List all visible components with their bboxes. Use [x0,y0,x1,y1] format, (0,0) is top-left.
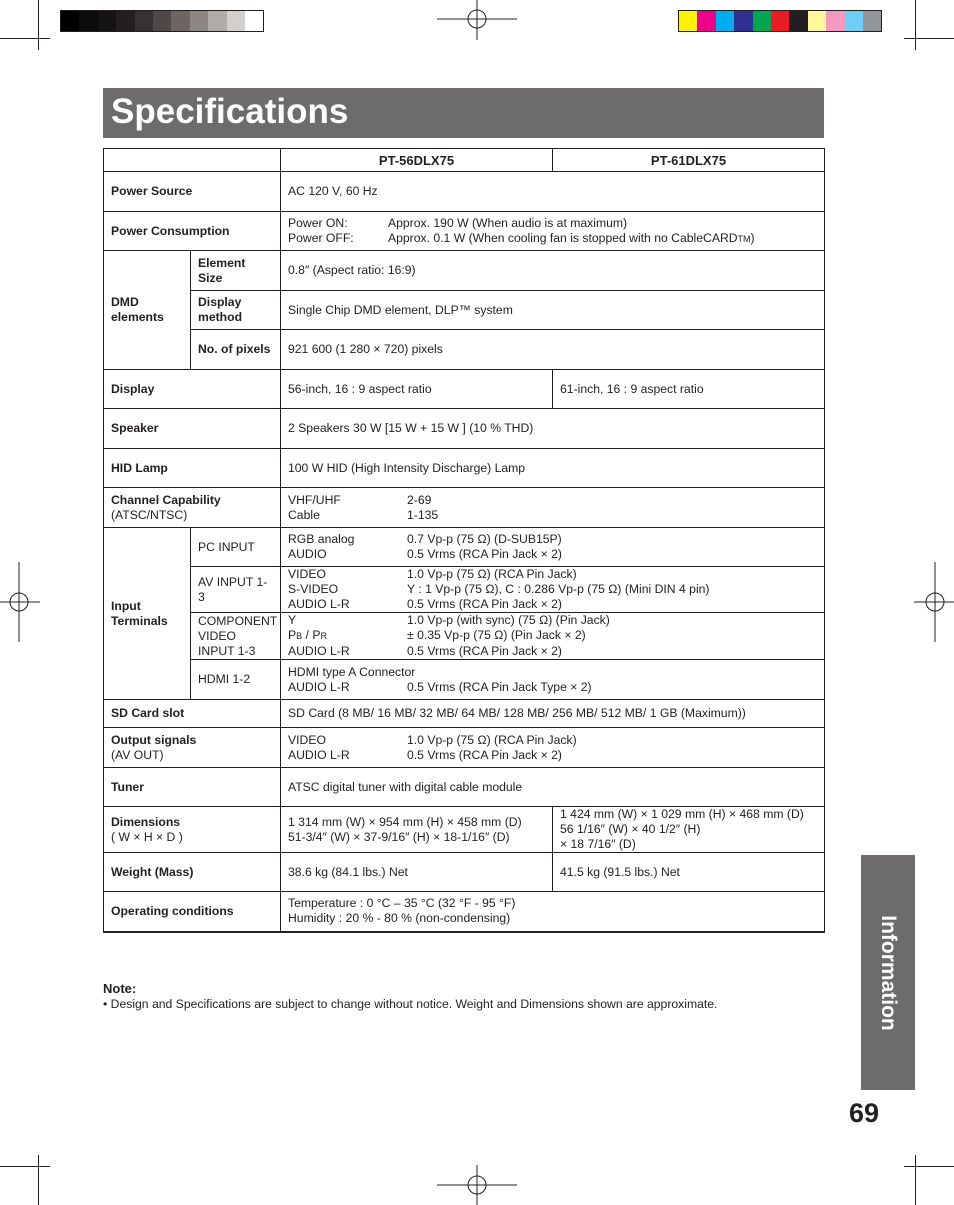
table-row [104,172,825,212]
color-swatch [789,11,807,31]
table-row [104,768,825,807]
color-swatch [863,11,881,31]
sub-label: PC INPUT [191,528,281,567]
row-value: ATSC digital tuner with digital cable module [281,768,825,807]
row-label: Power Consumption [104,212,281,251]
color-swatch [679,11,697,31]
table-row [104,409,825,449]
row-value: HDMI type A Connector AUDIO L-R 0.5 Vrms (RCA Pin Jack Type × 2) [281,660,825,700]
sub-label: HDMI 1-2 [191,660,281,700]
row-value: Temperature : 0 °C – 35 °C (32 °F - 95 °F) Humidity : 20 % - 80 % (non-condensing) [281,892,825,932]
table-row [104,370,825,409]
note-title: Note: [103,981,137,996]
note-text: • Design and Specifications are subject to change without notice. Weight and Dimensions shown are approximate. [103,997,718,1011]
row-label: Weight (Mass) [104,853,281,892]
table-row [104,807,825,853]
row-value: 38.6 kg (84.1 lbs.) Net [281,853,553,892]
table-row [104,251,825,291]
row-label: Channel Capability (ATSC/NTSC) [104,488,281,528]
table-row [104,700,825,728]
table-row [104,449,825,488]
table-row [104,291,825,330]
row-label: SD Card slot [104,700,281,728]
color-swatch [716,11,734,31]
row-value: 61-inch, 16 : 9 aspect ratio [553,370,825,409]
page-number: 69 [849,1098,880,1128]
row-value: 100 W HID (High Intensity Discharge) Lamp [281,449,825,488]
row-label: Dimensions ( W × H × D ) [104,807,281,853]
gray-swatch [190,11,208,31]
table-row [104,528,825,567]
table-row [104,212,825,251]
color-swatch [753,11,771,31]
gray-swatch [208,11,226,31]
table-row [104,330,825,370]
color-swatch [845,11,863,31]
title-bar [103,88,824,138]
information-side-tab [861,855,915,1090]
sub-label: Display method [191,291,281,330]
row-label: Speaker [104,409,281,449]
table-row [104,660,825,700]
row-label: HID Lamp [104,449,281,488]
row-value: Power ON: Approx. 190 W (When audio is at maximum) Power OFF: Approx. 0.1 W (When cooling fan is stopped with no CableCARDTM) [281,212,825,251]
registration-mark-bottom [437,1165,517,1205]
table-row [104,853,825,892]
color-calibration-bars [678,10,882,32]
row-label: Tuner [104,768,281,807]
table-row [104,728,825,768]
gray-swatch [153,11,171,31]
registration-mark-left [0,562,40,642]
row-value: Single Chip DMD element, DLP™ system [281,291,825,330]
color-swatch [808,11,826,31]
color-swatch [771,11,789,31]
table-row [104,488,825,528]
gray-swatch [98,11,116,31]
sub-label: Element Size [191,251,281,291]
row-label: Input Terminals [104,528,191,700]
table-row [104,567,825,613]
row-label: Operating conditions [104,892,281,932]
row-value: VIDEO 1.0 Vp-p (75 Ω) (RCA Pin Jack) AUDIO L-R 0.5 Vrms (RCA Pin Jack × 2) [281,728,825,768]
row-value: 0.8″ (Aspect ratio: 16:9) [281,251,825,291]
sub-label: No. of pixels [191,330,281,370]
row-value: VHF/UHF 2-69 Cable 1-135 [281,488,825,528]
row-value: 1 424 mm (W) × 1 029 mm (H) × 468 mm (D) 56 1/16″ (W) × 40 1/2″ (H) × 18 7/16″ (D) [553,807,825,853]
row-label: Power Source [104,172,281,212]
gray-swatch [245,11,263,31]
row-value: 56-inch, 16 : 9 aspect ratio [281,370,553,409]
row-value: 2 Speakers 30 W [15 W + 15 W ] (10 % THD) [281,409,825,449]
row-value: VIDEO 1.0 Vp-p (75 Ω) (RCA Pin Jack) S-VIDEO Y : 1 Vp-p (75 Ω), C : 0.286 Vp-p (75 Ω) (Mini DIN 4 pin) AUDIO L-R 0.5 Vrms (RCA Pin Jack × 2) [281,567,825,613]
color-swatch [826,11,844,31]
gray-swatch [227,11,245,31]
row-value: Y 1.0 Vp-p (with sync) (75 Ω) (Pin Jack) PB / PR ± 0.35 Vp-p (75 Ω) (Pin Jack × 2) AUDIO L-R 0.5 Vrms (RCA Pin Jack × 2) [281,613,825,660]
table-header-row [104,149,825,172]
row-value: 1 314 mm (W) × 954 mm (H) × 458 mm (D) 51-3/4″ (W) × 37-9/16″ (H) × 18-1/16″ (D) [281,807,553,853]
row-value: AC 120 V, 60 Hz [281,172,825,212]
color-swatch [734,11,752,31]
sub-label: AV INPUT 1-3 [191,567,281,613]
model-61-header: PT-61DLX75 [553,149,825,172]
color-swatch [697,11,715,31]
page-title: Specifications [111,92,349,131]
table-row [104,892,825,932]
registration-mark-right [914,562,954,642]
model-56-header: PT-56DLX75 [281,149,553,172]
gray-swatch [61,11,79,31]
grayscale-calibration-bars [60,10,264,32]
gray-swatch [79,11,97,31]
table-row [104,613,825,660]
row-value: 41.5 kg (91.5 lbs.) Net [553,853,825,892]
row-label: Output signals (AV OUT) [104,728,281,768]
row-value: 921 600 (1 280 × 720) pixels [281,330,825,370]
row-value: SD Card (8 MB/ 16 MB/ 32 MB/ 64 MB/ 128 MB/ 256 MB/ 512 MB/ 1 GB (Maximum)) [281,700,825,728]
row-label: Display [104,370,281,409]
row-value: RGB analog 0.7 Vp-p (75 Ω) (D-SUB15P) AUDIO 0.5 Vrms (RCA Pin Jack × 2) [281,528,825,567]
registration-mark-top [437,0,517,40]
gray-swatch [135,11,153,31]
specifications-table [103,148,825,933]
gray-swatch [171,11,189,31]
gray-swatch [116,11,134,31]
side-tab-label: Information [877,914,900,1031]
sub-label: COMPONENT VIDEO INPUT 1-3 [191,613,281,660]
row-label: DMD elements [104,251,191,370]
